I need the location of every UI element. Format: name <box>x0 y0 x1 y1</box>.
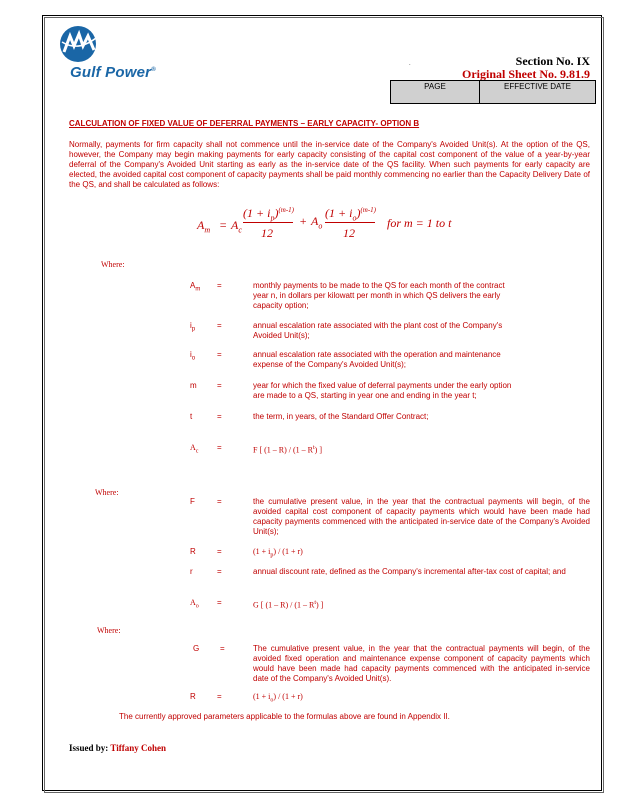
payment-formula <box>197 202 497 242</box>
def-symbol-ao: $A_o$ <box>190 598 199 610</box>
def-equals: = <box>217 547 222 556</box>
def-equals: = <box>220 644 225 653</box>
def-symbol-io: $i_o$ <box>190 350 196 362</box>
logo-wordmark: Gulf Power® <box>70 64 156 81</box>
formula-numerator-1: $(1 + i_p)^{(m-1)}$ <box>243 206 294 223</box>
def-equals: = <box>217 567 222 576</box>
formula-equals: = <box>219 218 228 232</box>
formula-plus: + <box>299 214 308 228</box>
def-symbol-r-rate: r <box>190 567 193 576</box>
effective-date-cell: EFFECTIVE DATE <box>480 81 596 104</box>
def-equals: = <box>217 350 222 359</box>
def-text-io: annual escalation rate associated with the operation and maintenance expense of the Company's Avoided Unit(s); <box>253 350 501 369</box>
def-symbol-ip: $i_p$ <box>190 321 196 333</box>
fraction-bar-2 <box>325 222 375 223</box>
def-text-f: the cumulative present value, in the year that the contractual payments will begin, of the avoided capital cost component of capacity payments which would have been made had capacity payments commenced with the anticipated in-service date of the Company's Avoided Unit(s); <box>253 497 590 536</box>
def-text-r: $(1 + i_p) / (1 + r)$ <box>253 547 303 559</box>
approved-parameters-note: The currently approved parameters applicable to the formulas above are found in Appendix II. <box>119 712 450 721</box>
issued-by: Issued by: Tiffany Cohen <box>69 743 166 753</box>
formula-denominator-1: 12 <box>261 226 273 240</box>
def-text-ip: annual escalation rate associated with the plant cost of the Company's Avoided Unit(s); <box>253 321 503 340</box>
def-text-t: the term, in years, of the Standard Offer Contract; <box>253 412 429 421</box>
where-label-2: Where: <box>95 488 119 497</box>
def-symbol-am: $A_m$ <box>190 281 201 293</box>
def-symbol-g: G <box>193 644 200 653</box>
def-symbol-ac: $A_c$ <box>190 443 199 455</box>
def-equals: = <box>217 321 222 330</box>
issuer-name: Tiffany Cohen <box>110 743 166 753</box>
formula-range: for m = 1 to t <box>387 216 452 230</box>
formula-ac: $A_c$ <box>231 218 242 235</box>
def-symbol-r: R <box>190 547 196 556</box>
def-text-ao: G [ $(1 - R) / (1 - R^t)$ ] <box>253 600 324 610</box>
page-cell: PAGE <box>391 81 480 104</box>
where-label-1: Where: <box>101 260 125 269</box>
def-symbol-t: t <box>190 412 193 421</box>
def-symbol-f: F <box>190 497 195 506</box>
header-dot: . <box>409 61 411 67</box>
def-equals: = <box>217 381 222 390</box>
formula-numerator-2: $(1 + i_o)^{(m-1)}$ <box>325 206 376 223</box>
formula-lhs: $A_m$ <box>197 218 211 235</box>
def-symbol-r-o: R <box>190 692 196 701</box>
def-equals: = <box>217 412 222 421</box>
where-label-3: Where: <box>97 626 121 635</box>
page-date-table <box>390 80 596 104</box>
def-equals: = <box>217 443 222 452</box>
def-text-r-rate: annual discount rate, defined as the Company's incremental after-tax cost of capital; and <box>253 567 566 576</box>
def-text-am: monthly payments to be made to the QS for each month of the contract year n, in dollars per kilowatt per month in which QS delivers the early capacity option; <box>253 281 505 310</box>
document-title: CALCULATION OF FIXED VALUE OF DEFERRAL PAYMENTS – EARLY CAPACITY- OPTION B <box>69 119 420 128</box>
def-equals: = <box>217 692 222 701</box>
intro-paragraph: Normally, payments for firm capacity shall not commence until the in-service date of the Company's Avoided Unit(s). At the option of the QS, however, the Company may begin making payments for early capacity consisting of the capital cost component of the value of a year-by-year deferral of the Company's Avoided Unit starting as early as the in-service date of the QS facility. When such payments for early capacity are elected, the avoided capital cost component of capacity payments shall be paid monthly commencing no earlier than the Capacity Delivery Date of the QS, and shall be calculated as follows: <box>69 140 590 189</box>
sheet-number: Original Sheet No. 9.81.9 <box>462 67 590 81</box>
section-number: Section No. IX <box>515 54 590 68</box>
def-symbol-m: m <box>190 381 197 390</box>
formula-ao: $A_o$ <box>311 214 323 231</box>
def-equals: = <box>217 281 222 290</box>
fraction-bar-1 <box>243 222 293 223</box>
def-equals: = <box>217 497 222 506</box>
def-text-m: year for which the fixed value of deferral payments under the early option are made to a QS, starting in year one and ending in the year t; <box>253 381 512 400</box>
def-text-r-o: $(1 + i_o) / (1 + r)$ <box>253 692 303 704</box>
formula-denominator-2: 12 <box>343 226 355 240</box>
def-text-g: The cumulative present value, in the year that the contractual payments will begin, of the avoided fixed operation and maintenance expense component of capacity payments which would have been made had capacity payments commenced with the anticipated in-service date of the Company's Avoided Unit(s). <box>253 644 590 683</box>
def-text-ac: F [ $(1 - R) / (1 - R^t)$ ] <box>253 445 322 455</box>
def-equals: = <box>217 598 222 607</box>
